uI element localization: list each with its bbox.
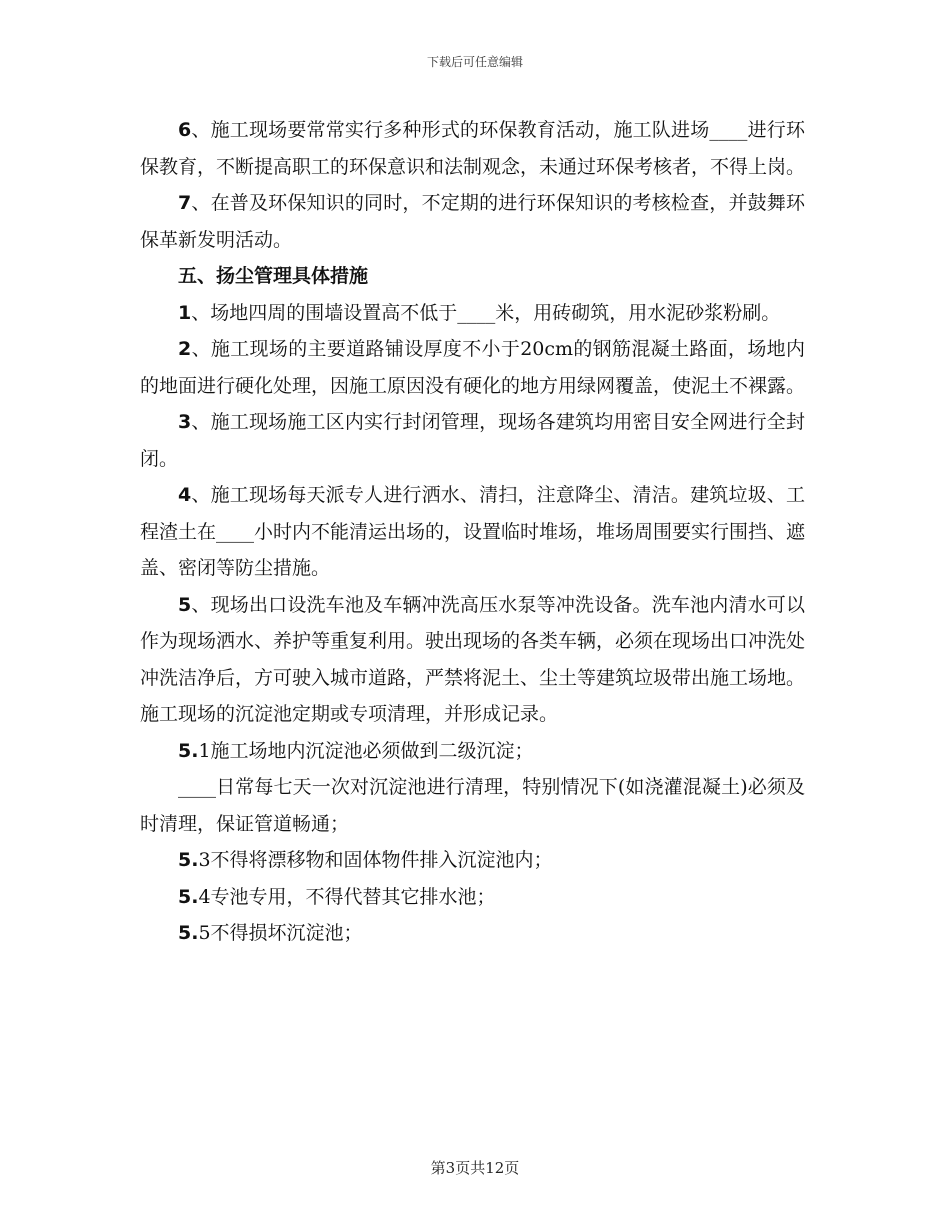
- sub-item-text: 5不得损坏沉淀池；: [198, 922, 363, 944]
- sub-item: [140, 879, 805, 916]
- list-item: [140, 295, 805, 332]
- item-number: 5: [178, 593, 192, 616]
- page-footer: 第3页共12页: [430, 1159, 520, 1177]
- list-item: [140, 587, 805, 733]
- sub-item: [140, 842, 805, 879]
- item-number: 1: [178, 301, 192, 324]
- item-text: 、施工现场施工区内实行封闭管理，现场各建筑均用密目安全网进行全封闭。: [140, 411, 805, 470]
- sub-item-number: 5.: [178, 922, 199, 944]
- item-number: 3: [178, 411, 192, 433]
- item-text: 、施工现场每天派专人进行洒水、清扫，注意降尘、清洁。建筑垃圾、工程渣土在____小时内不能清运出场的，设置临时堆场，堆场周围要实行围挡、遮盖、密闭等防尘措施。: [140, 484, 806, 579]
- sub-item-number: 5.: [178, 849, 199, 871]
- item-text: 、场地四周的围墙设置高不低于____米，用砖砌筑，用水泥砂浆粉刷。: [191, 301, 781, 324]
- paragraph-text: 、在普及环保知识的同时，不定期的进行环保知识的考核检查，并鼓舞环保革新发明活动。: [140, 192, 805, 251]
- sub-item-number: 5.: [178, 885, 199, 908]
- item-number: 2: [178, 338, 192, 360]
- sub-item: [140, 769, 805, 842]
- section-heading: 五、扬尘管理具体措施: [178, 265, 369, 287]
- paragraph-number: 7: [178, 192, 192, 214]
- item-text: 、现场出口设洗车池及车辆冲洗高压水泵等冲洗设备。洗车池内清水可以作为现场洒水、养护等重复利用。驶出现场的各类车辆，必须在现场出口冲洗处冲洗洁净后，方可驶入城市道路，严禁将泥土、尘土等建筑垃圾带出施工场地。施工现场的沉淀池定期或专项清理，并形成记录。: [140, 593, 806, 725]
- list-item: [140, 477, 805, 587]
- document-body: [140, 112, 805, 952]
- sub-item-text: ____日常每七天一次对沉淀池进行清理，特别情况下(如浇灌混凝土)必须及时清理，保证管道畅通；: [140, 776, 805, 835]
- list-item: [140, 404, 805, 477]
- item-text: 、施工现场的主要道路铺设厚度不小于20cm的钢筋混凝土路面，场地内的地面进行硬化处理，因施工原因没有硬化的地方用绿网覆盖，使泥土不裸露。: [140, 338, 806, 397]
- paragraph-text: 、施工现场要常常实行多种形式的环保教育活动，施工队进场____进行环保教育，不断提高职工的环保意识和法制观念，未通过环保考核者，不得上岗。: [140, 119, 806, 178]
- page-header: 下载后可任意编辑: [426, 55, 523, 69]
- list-item: [140, 331, 805, 404]
- item-number: 4: [178, 484, 192, 506]
- sub-item-text: 4专池专用，不得代替其它排水池；: [198, 885, 496, 908]
- paragraph-7: [140, 185, 805, 258]
- sub-item-number: 5.: [178, 739, 199, 762]
- sub-item: [140, 915, 805, 952]
- sub-item-text: 3不得将漂移物和固体物件排入沉淀池内；: [198, 849, 553, 871]
- sub-item-text: 1施工场地内沉淀池必须做到二级沉淀；: [198, 739, 534, 762]
- paragraph-number: 6: [178, 119, 192, 141]
- paragraph-6: [140, 112, 805, 185]
- sub-item: [140, 733, 805, 770]
